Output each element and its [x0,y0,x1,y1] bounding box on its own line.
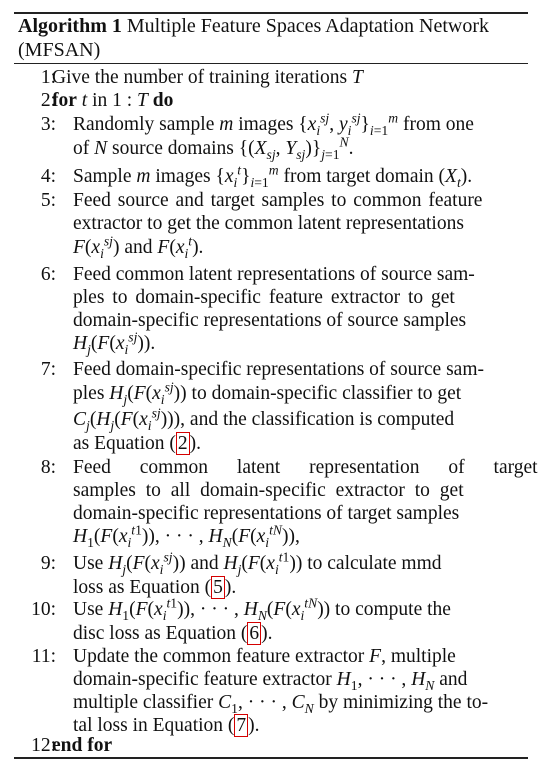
algorithm-title: Algorithm 1 Multiple Feature Spaces Adaptation Network (MFSAN) [18,15,490,61]
header-rule [14,63,528,64]
equation-ref-5[interactable]: 5 [213,577,223,598]
equation-ref-7[interactable]: 7 [236,715,247,736]
bottom-rule [14,757,528,759]
equation-ref-6[interactable]: 6 [249,623,260,644]
equation-ref-2[interactable]: 2 [177,433,188,454]
